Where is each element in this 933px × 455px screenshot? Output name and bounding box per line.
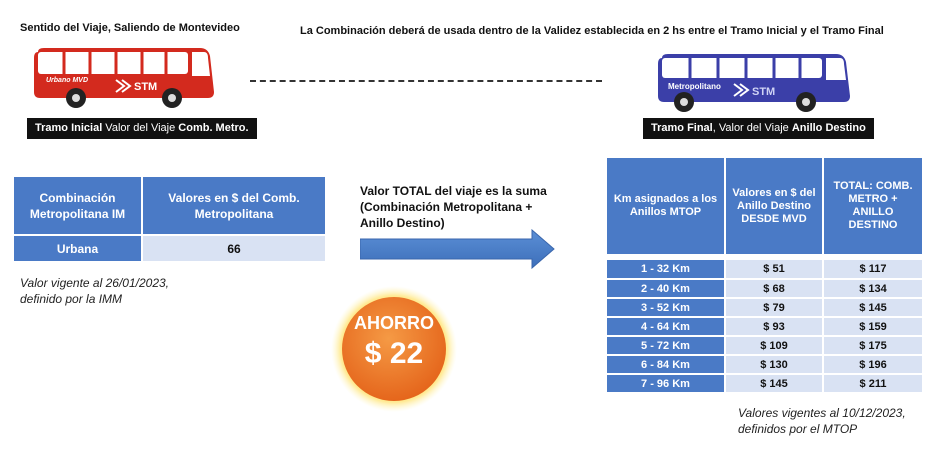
dashed-route-line (250, 80, 602, 82)
ring-value-cell: $ 68 (725, 279, 823, 298)
right-arrow-icon (360, 229, 556, 274)
trip-direction-text: Sentido del Viaje, Saliendo de Montevideo (20, 22, 240, 34)
ring-km-cell: 6 - 84 Km (607, 355, 725, 374)
ring-km-cell: 5 - 72 Km (607, 336, 725, 355)
imm-validity-line2: definido por la IMM (20, 292, 123, 306)
final-leg-title: Tramo Final (651, 122, 713, 134)
imm-validity-line1: Valor vigente al 26/01/2023, (20, 276, 169, 290)
ring-total-cell: $ 196 (823, 355, 922, 374)
imm-validity-note (20, 275, 169, 307)
ring-km-cell: 4 - 64 Km (607, 317, 725, 336)
total-sum-line1: Valor TOTAL del viaje es la suma (360, 184, 547, 198)
ring-value-cell: $ 130 (725, 355, 823, 374)
metropolitan-combination-table (14, 177, 325, 261)
mtop-validity-line2: definidos por el MTOP (738, 422, 858, 436)
ring-km-cell: 2 - 40 Km (607, 279, 725, 298)
savings-amount: $ 22 (364, 337, 424, 370)
ring-value-cell: $ 51 (725, 260, 823, 279)
savings-label: AHORRO (354, 313, 434, 333)
ring-total-cell: $ 145 (823, 298, 922, 317)
table-row (607, 374, 922, 393)
table-row (607, 317, 922, 336)
urban-bus-name: Urbano MVD (46, 77, 88, 84)
urban-row-value: 66 (142, 235, 325, 261)
total-sum-text (360, 183, 547, 231)
metropolitan-bus-brand: STM (752, 86, 776, 98)
ring-value-cell: $ 93 (725, 317, 823, 336)
ring-value-cell: $ 109 (725, 336, 823, 355)
ring-value-cell: $ 145 (725, 374, 823, 393)
initial-leg-title: Tramo Inicial (35, 122, 103, 134)
total-sum-line3: Anillo Destino) (360, 216, 445, 230)
ring-value-header: Valores en $ del Anillo Destino DESDE MVD (725, 158, 823, 254)
mtop-rings-table (607, 158, 922, 394)
combination-header: Combinación Metropolitana IM (14, 177, 142, 235)
total-sum-line2: (Combinación Metropolitana + (360, 200, 533, 214)
metropolitan-bus-illustration (656, 52, 852, 112)
final-leg-value: Anillo Destino (791, 122, 866, 134)
initial-leg-label (27, 118, 257, 139)
table-row (607, 279, 922, 298)
table-row (607, 260, 922, 279)
ring-total-cell: $ 117 (823, 260, 922, 279)
total-header: TOTAL: COMB. METRO + ANILLO DESTINO (823, 158, 922, 254)
ring-km-cell: 1 - 32 Km (607, 260, 725, 279)
final-leg-label (643, 118, 874, 139)
urban-bus-illustration (32, 46, 216, 110)
urban-bus-brand: STM (134, 81, 158, 93)
table-row (607, 298, 922, 317)
km-rings-header: Km asignados a los Anillos MTOP (607, 158, 725, 254)
initial-leg-text: Valor del Viaje (102, 122, 179, 134)
initial-leg-value: Comb. Metro. (178, 122, 249, 134)
ring-total-cell: $ 211 (823, 374, 922, 393)
ring-km-cell: 7 - 96 Km (607, 374, 725, 393)
combination-note-text: La Combinación deberá de usada dentro de la Validez establecida en 2 hs entre el Tramo Inicial y el Tramo Final (300, 25, 884, 37)
combination-value-header: Valores en $ del Comb. Metropolitana (142, 177, 325, 235)
ring-value-cell: $ 79 (725, 298, 823, 317)
ring-total-cell: $ 134 (823, 279, 922, 298)
urban-row-label: Urbana (14, 235, 142, 261)
ring-total-cell: $ 159 (823, 317, 922, 336)
mtop-validity-note (738, 405, 906, 437)
final-leg-text: , Valor del Viaje (712, 122, 792, 134)
savings-badge (330, 285, 458, 413)
table-row (607, 336, 922, 355)
ring-total-cell: $ 175 (823, 336, 922, 355)
mtop-validity-line1: Valores vigentes al 10/12/2023, (738, 406, 906, 420)
table-row (607, 355, 922, 374)
metropolitan-bus-name: Metropolitano (668, 82, 721, 91)
ring-km-cell: 3 - 52 Km (607, 298, 725, 317)
